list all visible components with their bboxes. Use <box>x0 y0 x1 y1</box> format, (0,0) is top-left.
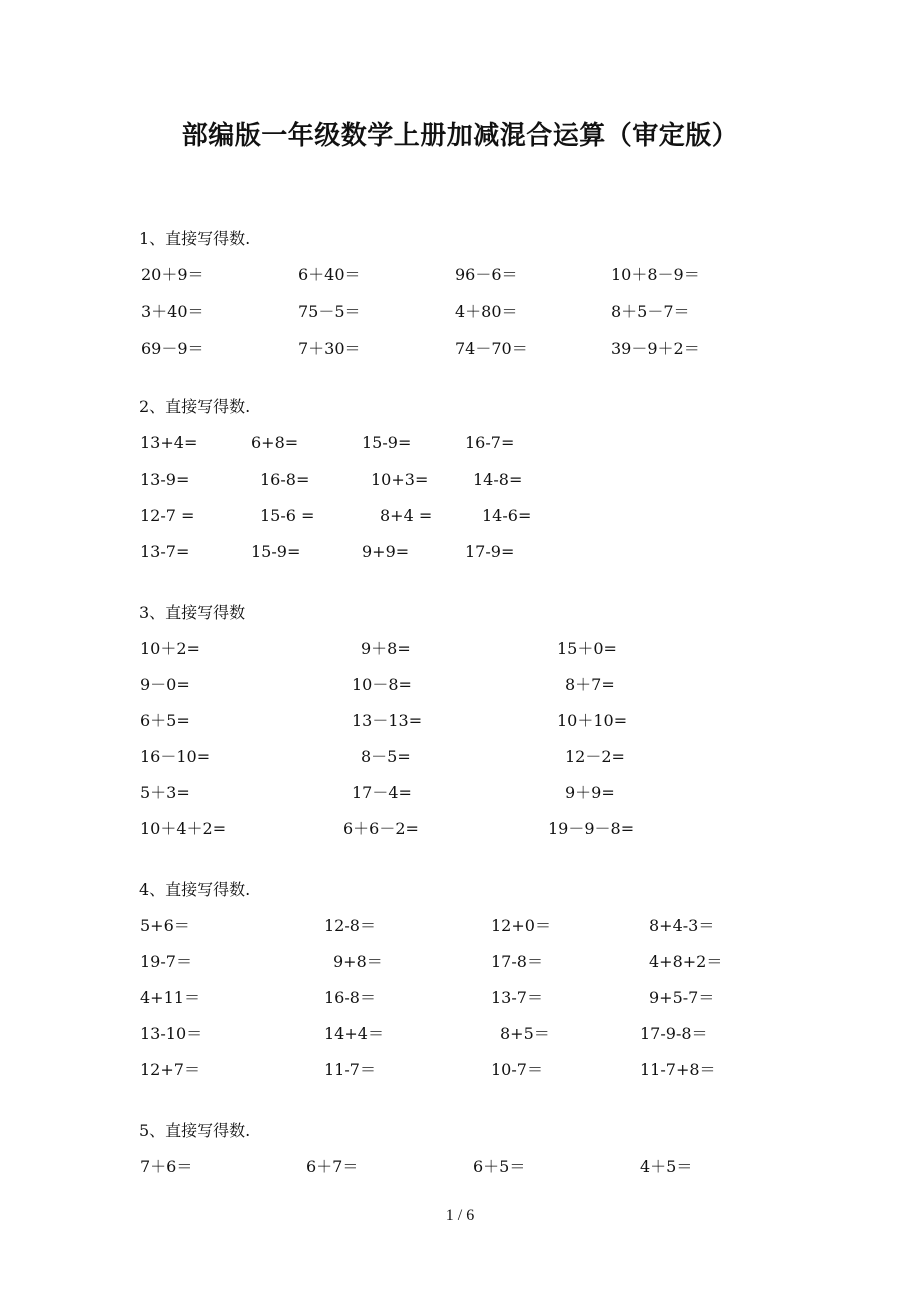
problem: 9+8＝ <box>333 952 383 971</box>
problem: 8－5= <box>361 747 411 766</box>
problem: 12-8＝ <box>324 916 376 935</box>
problem: 4+8+2＝ <box>649 952 723 971</box>
problem: 11-7+8＝ <box>640 1060 716 1079</box>
problem: 4＋80＝ <box>455 302 518 321</box>
problem: 74－70＝ <box>455 339 528 358</box>
problem: 19-7＝ <box>140 952 192 971</box>
problem: 13-9= <box>140 470 190 489</box>
problem: 20＋9＝ <box>141 265 204 284</box>
problem: 17-9-8＝ <box>640 1024 708 1043</box>
problem: 6＋6－2= <box>343 819 419 838</box>
problem: 14-6= <box>482 506 532 525</box>
problem: 39－9＋2＝ <box>611 339 700 358</box>
problem: 13－13= <box>352 711 423 730</box>
page-title: 部编版一年级数学上册加减混合运算（审定版） <box>181 121 739 151</box>
problem: 8+4 = <box>380 506 433 525</box>
problem: 10＋8－9＝ <box>611 265 700 284</box>
problem: 10＋4＋2= <box>140 819 227 838</box>
problem: 15-6 = <box>260 506 315 525</box>
problem: 13-10＝ <box>140 1024 203 1043</box>
problem: 12-7 = <box>140 506 195 525</box>
problem: 13+4= <box>140 433 198 452</box>
page-number: 1 / 6 <box>445 1207 475 1224</box>
problem: 16-7= <box>465 433 515 452</box>
problem: 69－9＝ <box>141 339 204 358</box>
problem: 8＋7= <box>565 675 615 694</box>
problem: 12+7＝ <box>140 1060 200 1079</box>
problem: 17-9= <box>465 542 515 561</box>
problem: 19－9－8= <box>548 819 635 838</box>
problem: 9－0= <box>140 675 190 694</box>
problem: 8＋5－7＝ <box>611 302 690 321</box>
problem: 3＋40＝ <box>141 302 204 321</box>
problem: 10-7＝ <box>491 1060 543 1079</box>
problem: 11-7＝ <box>324 1060 376 1079</box>
problem: 6＋5＝ <box>473 1157 526 1176</box>
section-heading: 1、直接写得数. <box>139 229 251 248</box>
problem: 10+3= <box>371 470 429 489</box>
problem: 16－10= <box>140 747 211 766</box>
problem: 16-8＝ <box>324 988 376 1007</box>
problem: 4＋5＝ <box>640 1157 693 1176</box>
problem: 17－4= <box>352 783 412 802</box>
section-heading: 3、直接写得数 <box>139 603 246 622</box>
problem: 9+5-7＝ <box>649 988 715 1007</box>
problem: 7＋30＝ <box>298 339 361 358</box>
problem: 6＋5= <box>140 711 190 730</box>
problem: 13-7= <box>140 542 190 561</box>
problem: 4+11＝ <box>140 988 200 1007</box>
problem: 10＋2= <box>140 639 200 658</box>
problem: 12－2= <box>565 747 625 766</box>
section-heading: 2、直接写得数. <box>139 397 251 416</box>
problem: 16-8= <box>260 470 310 489</box>
problem: 5+6＝ <box>140 916 190 935</box>
section-heading: 5、直接写得数. <box>139 1121 251 1140</box>
problem: 14+4＝ <box>324 1024 384 1043</box>
problem: 6＋40＝ <box>298 265 361 284</box>
problem: 7＋6＝ <box>140 1157 193 1176</box>
problem: 13-7＝ <box>491 988 543 1007</box>
problem: 6+8= <box>251 433 299 452</box>
problem: 17-8＝ <box>491 952 543 971</box>
problem: 10－8= <box>352 675 412 694</box>
problem: 9＋8= <box>361 639 411 658</box>
problem: 96－6＝ <box>455 265 518 284</box>
problem: 15-9= <box>251 542 301 561</box>
problem: 6＋7＝ <box>306 1157 359 1176</box>
problem: 75－5＝ <box>298 302 361 321</box>
problem: 12+0＝ <box>491 916 551 935</box>
problem: 9+9= <box>362 542 410 561</box>
problem: 10＋10= <box>557 711 628 730</box>
problem: 14-8= <box>473 470 523 489</box>
problem: 15-9= <box>362 433 412 452</box>
section-heading: 4、直接写得数. <box>139 880 251 899</box>
problem: 8+4-3＝ <box>649 916 715 935</box>
problem: 9＋9= <box>565 783 615 802</box>
problem: 5＋3= <box>140 783 190 802</box>
problem: 8+5＝ <box>500 1024 550 1043</box>
problem: 15＋0= <box>557 639 617 658</box>
